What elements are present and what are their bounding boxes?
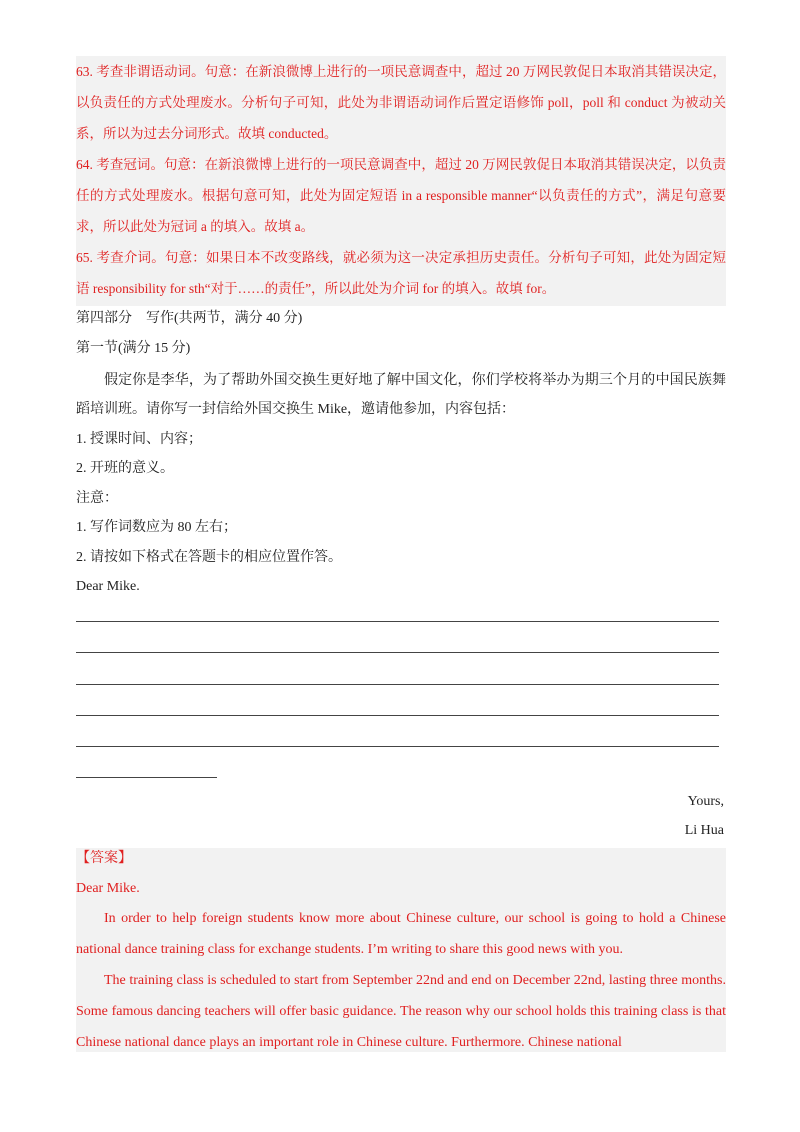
answer-salutation: Dear Mike. [76,881,140,896]
writing-line [76,652,719,653]
writing-prompt: 假定你是李华，为了帮助外国交换生更好地了解中国文化，你们学校将举办为期三个月的中国民族舞蹈培训班。请你写一封信给外国交换生 Mike，邀请他参加，内容包括： [76,373,726,417]
letter-salutation: Dear Mike. [76,579,140,594]
writing-line [76,715,719,716]
content-point-1: 1. 授课时间、内容； [76,432,202,447]
answer-paragraph-2: The training class is scheduled to start from September 22nd and end on December 22nd, lasting three months. Some famous dancing teachers will offer basic guidance. The reason why our school holds this training class is that Chinese national dance plays an important role in Chinese culture. Furthermore. Chinese national [76,973,726,1050]
explanation-65: 65. 考查介词。句意：如果日本不改变路线，就必须为这一决定承担历史责任。分析句子可知，此处为固定短语 responsibility for sth“对于……的责任”，所以此处为介词 for 的填入。故填 for。 [76,250,726,296]
writing-line-short [76,777,217,778]
explanation-63: 63. 考查非谓语动词。句意：在新浪微博上进行的一项民意调查中，超过 20 万网民敦促日本取消其错误决定，以负责任的方式处理废水。分析句子可知，此处为非谓语动词作后置定语修饰 poll，poll 和 conduct 为被动关系，所以为过去分词形式。故填 conducted。 [76,64,726,141]
answer-paragraph-1: In order to help foreign students know more about Chinese culture, our school is going to hold a Chinese national dance training class for exchange students. I’m writing to share this good news with you. [76,911,726,957]
explanation-block [76,56,726,306]
part-title: 第四部分 写作(共两节，满分 40 分) [76,311,303,326]
content-point-2: 2. 开班的意义。 [76,461,174,476]
section-title: 第一节(满分 15 分) [76,341,191,356]
writing-line [76,684,719,685]
answer-block [76,848,726,1052]
letter-signature: Li Hua [684,823,724,838]
note-2: 2. 请按如下格式在答题卡的相应位置作答。 [76,550,342,565]
answer-tag: 【答案】 [76,851,132,866]
writing-line [76,746,719,747]
note-label: 注意： [76,491,118,506]
letter-closing: Yours, [687,794,724,809]
note-1: 1. 写作词数应为 80 左右； [76,520,237,535]
writing-line [76,621,719,622]
explanation-64: 64. 考查冠词。句意：在新浪微博上进行的一项民意调查中，超过 20 万网民敦促日本取消其错误决定，以负责任的方式处理废水。根据句意可知，此处为固定短语 in a responsible manner“以负责任的方式”，满足句意要求，所以此处为冠词 a 的填入。故填 a。 [76,157,726,234]
